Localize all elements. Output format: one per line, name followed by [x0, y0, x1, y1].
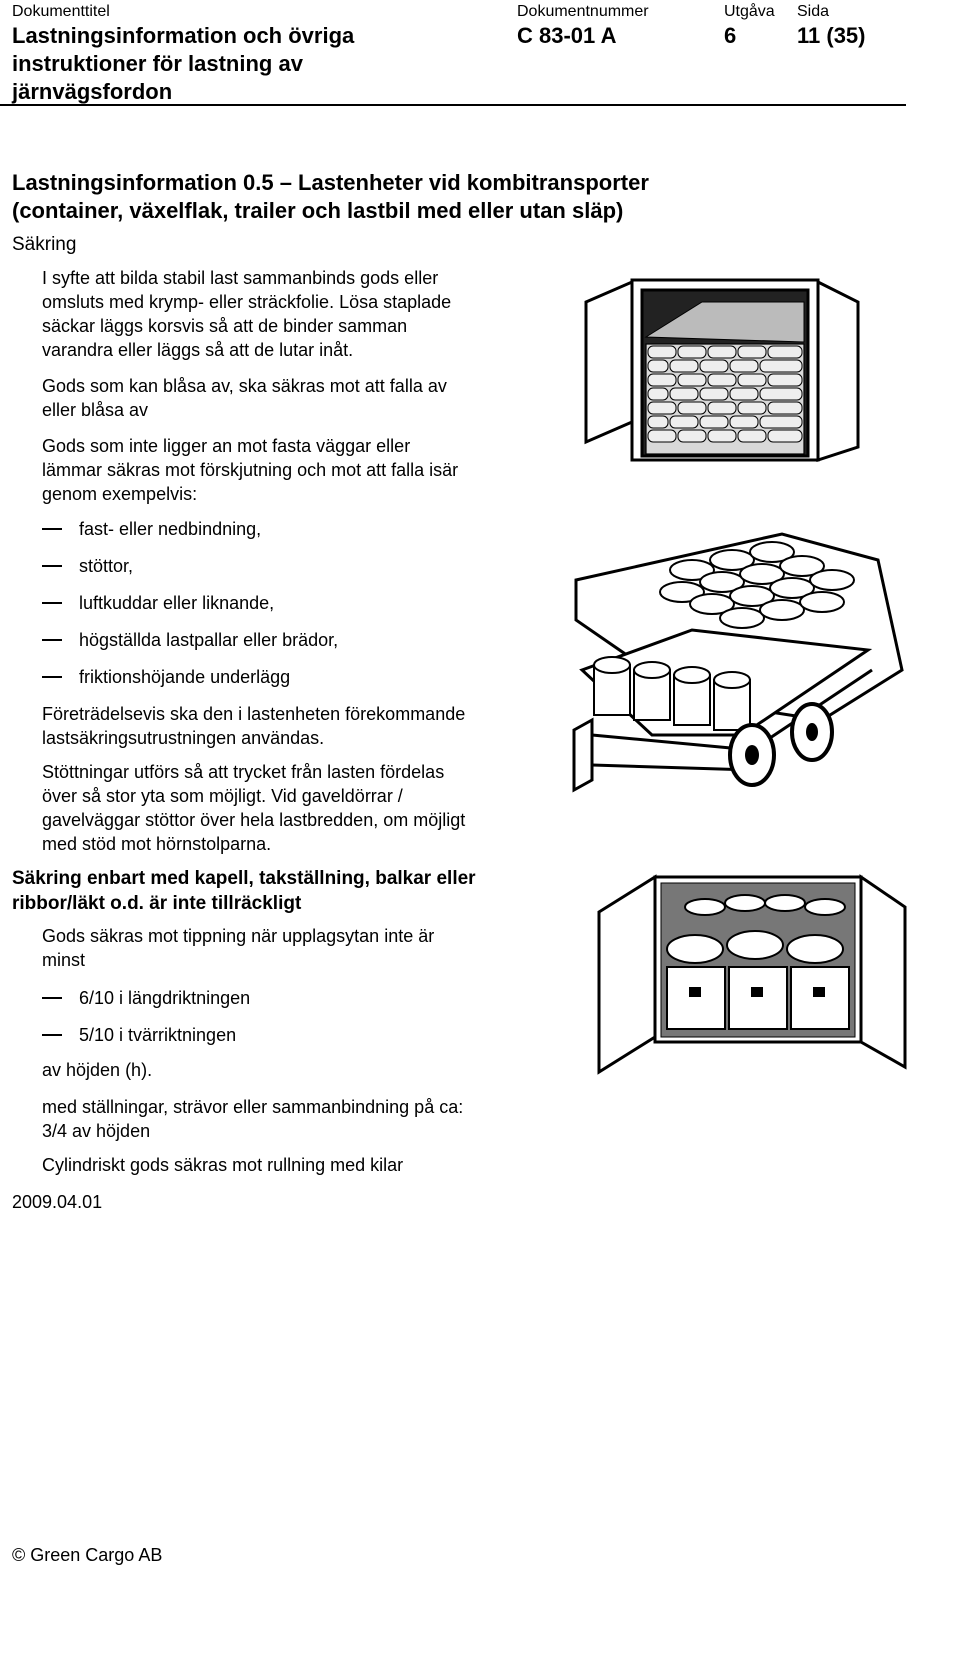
text-line: I syfte att bilda stabil last sammanbinds gods eller [42, 268, 439, 288]
section-title [12, 169, 649, 225]
text-line: Säkring enbart med kapell, takställning, balkar eller [12, 868, 476, 889]
doc-title [12, 22, 354, 106]
paragraph [42, 434, 458, 506]
text-line: ribbor/läkt o.d. är inte tillräckligt [12, 893, 302, 914]
illustration-trailer-drums [572, 520, 908, 810]
page-number: 11 (35) [797, 23, 866, 48]
header-rule [0, 104, 906, 106]
illustration-container-drums [595, 867, 910, 1077]
dash-bullet [42, 528, 62, 530]
paragraph: av höjden (h). [42, 1060, 153, 1080]
dash-bullet [42, 602, 62, 604]
page-label: Sida [797, 3, 830, 20]
edition: 6 [724, 23, 737, 48]
section-title-line: (container, växelflak, trailer och lastbil med eller utan släp) [12, 198, 624, 223]
dash-bullet [42, 676, 62, 678]
list-item: friktionshöjande underlägg [79, 667, 291, 687]
list-item: fast- eller nedbindning, [79, 519, 262, 539]
dash-bullet [42, 1034, 62, 1036]
paragraph [42, 266, 451, 362]
section-title-line: Lastningsinformation 0.5 – Lastenheter vid kombitransporter [12, 170, 649, 195]
text-line: Gods som kan blåsa av, ska säkras mot att falla av [42, 376, 447, 396]
text-line: eller blåsa av [42, 400, 149, 420]
list-item: högställda lastpallar eller brädor, [79, 630, 339, 650]
paragraph [42, 924, 434, 972]
doc-number: C 83-01 A [517, 23, 617, 48]
text-line: genom exempelvis: [42, 484, 198, 504]
text-line: varandra eller läggs så att de lutar inåt. [42, 340, 354, 360]
text-line: 3/4 av höjden [42, 1121, 151, 1141]
paragraph [42, 702, 465, 750]
text-line: lämmar säkras mot förskjutning och mot att falla isär [42, 460, 459, 480]
list-item: stöttor, [79, 556, 134, 576]
footer-copyright: © Green Cargo AB [12, 1545, 163, 1565]
doc-title-label: Dokumenttitel [12, 3, 110, 20]
list-item: 6/10 i längdriktningen [79, 988, 251, 1008]
list-item: luftkuddar eller liknande, [79, 593, 275, 613]
doc-title-line: instruktioner för lastning av [12, 51, 303, 76]
text-line: Stöttningar utförs så att trycket från lasten fördelas [42, 762, 445, 782]
doc-title-line: Lastningsinformation och övriga [12, 23, 355, 48]
text-line: gavelväggar stöttor över hela lastbredden, om möjligt [42, 810, 466, 830]
doc-number-label: Dokumentnummer [517, 3, 649, 20]
text-line: omsluts med krymp- eller sträckfolie. Lösa staplade [42, 292, 452, 312]
paragraph [42, 1095, 463, 1143]
paragraph [42, 374, 447, 422]
paragraph [42, 760, 465, 856]
text-line: med stöd mot hörnstolparna. [42, 834, 272, 854]
dash-bullet [42, 639, 62, 641]
paragraph: Cylindriskt gods säkras mot rullning med kilar [42, 1155, 404, 1175]
text-line: lastsäkringsutrustningen användas. [42, 728, 325, 748]
text-line: säckar läggs korsvis så att de binder samman [42, 316, 408, 336]
list-item: 5/10 i tvärriktningen [79, 1025, 237, 1045]
text-line: med ställningar, strävor eller sammanbindning på ca: [42, 1097, 464, 1117]
edition-label: Utgåva [724, 3, 775, 20]
doc-title-line: järnvägsfordon [12, 79, 173, 104]
dash-bullet [42, 997, 62, 999]
text-line: över så stor yta som möjligt. Vid gaveldörrar / [42, 786, 403, 806]
document-date: 2009.04.01 [12, 1192, 103, 1212]
bold-note [12, 866, 476, 916]
text-line: Gods som inte ligger an mot fasta väggar eller [42, 436, 411, 456]
section-subtitle: Säkring [12, 234, 77, 255]
illustration-container-sacks [582, 272, 862, 462]
text-line: minst [42, 950, 86, 970]
text-line: Företrädelsevis ska den i lastenheten förekommande [42, 704, 466, 724]
text-line: Gods säkras mot tippning när upplagsytan inte är [42, 926, 435, 946]
dash-bullet [42, 565, 62, 567]
